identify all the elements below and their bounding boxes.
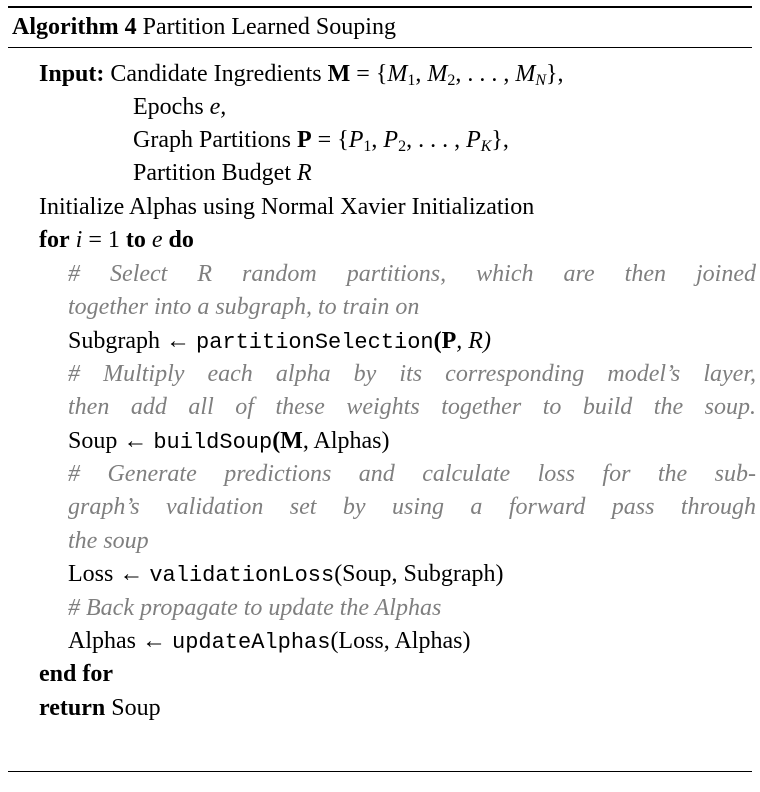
algorithm-label: Algorithm 4 bbox=[12, 14, 137, 40]
init-line: Initialize Alphas using Normal Xavier Initialization bbox=[39, 194, 535, 220]
comment-multiply-1: # Multiply each alpha by its corresponding model’s layer, bbox=[68, 361, 756, 387]
input-ingredients-text: Candidate Ingredients bbox=[110, 61, 322, 87]
statement-alphas bbox=[68, 626, 470, 658]
eq-one: = 1 bbox=[88, 227, 120, 253]
input-partitions-text: Graph Partitions bbox=[133, 127, 291, 153]
loss-lhs: Loss ← bbox=[68, 561, 144, 587]
fn-update-alphas: updateAlphas bbox=[172, 630, 331, 655]
algorithm-caption bbox=[12, 13, 396, 41]
arg-P: (P bbox=[433, 328, 457, 354]
fn-partition-selection: partitionSelection bbox=[196, 330, 434, 355]
input-budget-text: Partition Budget bbox=[133, 160, 291, 186]
statement-soup bbox=[68, 426, 390, 458]
kw-return: return bbox=[39, 695, 106, 721]
caption-rule bbox=[8, 47, 752, 48]
alphas-lhs: Alphas ← bbox=[68, 628, 166, 654]
algorithm-title: Partition Learned Souping bbox=[142, 14, 396, 40]
fn-validation-loss: validationLoss bbox=[149, 563, 335, 588]
return-value: Soup bbox=[111, 695, 161, 721]
kw-do: do bbox=[168, 227, 194, 253]
math-P-set: = {$P_1$, $P_2$, . . . , $P_K$}, bbox=[317, 127, 509, 155]
return-line bbox=[39, 693, 161, 723]
comment-multiply-2: then add all of these weights together to build the soup. bbox=[68, 394, 756, 420]
math-M: M bbox=[327, 61, 351, 87]
kw-for: for bbox=[39, 227, 70, 253]
input-line-2 bbox=[133, 92, 226, 122]
comment-generate-3: the soup bbox=[68, 528, 149, 554]
loss-args: (Soup, Subgraph) bbox=[334, 561, 504, 587]
arg-R: , R) bbox=[456, 328, 491, 354]
comment-generate-2: graph’s validation set by using a forward pass through bbox=[68, 494, 756, 520]
var-e: e bbox=[151, 227, 163, 253]
input-label: Input: bbox=[39, 61, 105, 87]
var-i: i bbox=[75, 227, 83, 253]
arg-M: (M bbox=[272, 428, 303, 454]
statement-loss bbox=[68, 559, 504, 591]
math-M-set: = {$M_1$, $M_2$, . . . , $M_N$}, bbox=[356, 61, 564, 89]
input-line-3 bbox=[133, 125, 509, 155]
subgraph-lhs: Subgraph ← bbox=[68, 328, 190, 354]
comment-generate-1: # Generate predictions and calculate loss for the sub- bbox=[68, 461, 756, 487]
math-P: P bbox=[296, 127, 312, 153]
fn-build-soup: buildSoup bbox=[153, 430, 273, 455]
for-line bbox=[39, 225, 194, 255]
input-line-1 bbox=[39, 59, 564, 89]
top-rule bbox=[8, 6, 752, 8]
comment-backprop: # Back propagate to update the Alphas bbox=[68, 595, 442, 621]
comment-select-1: # Select R random partitions, which are then joined bbox=[68, 261, 756, 287]
arg-alphas: , Alphas) bbox=[302, 428, 390, 454]
math-R: R bbox=[297, 160, 312, 186]
alphas-args: (Loss, Alphas) bbox=[330, 628, 471, 654]
kw-end-for: end for bbox=[39, 661, 113, 687]
statement-subgraph bbox=[68, 326, 491, 358]
input-line-4 bbox=[133, 158, 312, 188]
comment-select-2: together into a subgraph, to train on bbox=[68, 294, 420, 320]
input-epochs-text: Epochs bbox=[133, 94, 204, 120]
math-e: e, bbox=[209, 94, 227, 120]
kw-to: to bbox=[125, 227, 146, 253]
soup-lhs: Soup ← bbox=[68, 428, 148, 454]
bottom-rule bbox=[8, 771, 752, 772]
